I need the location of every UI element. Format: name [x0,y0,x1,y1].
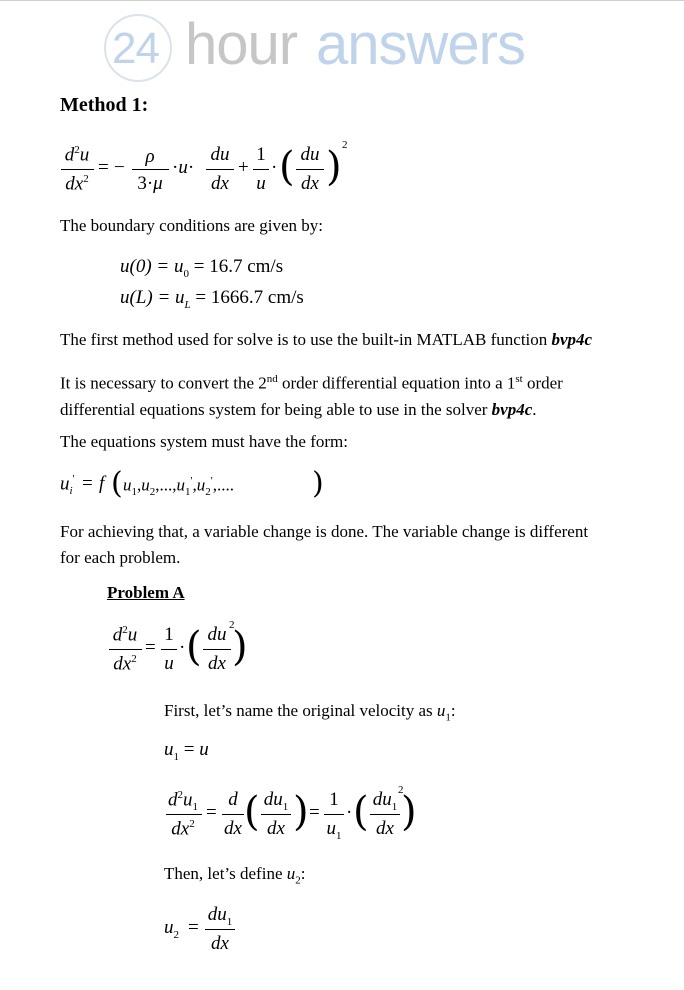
change-paragraph [60,519,660,571]
u2-end: : [300,864,306,883]
u1-sub: 1 [445,711,451,724]
u2-sub: 2 [295,874,301,887]
u1-end: : [450,701,456,720]
u1-definition-equation: $u_1 = u$ [164,739,209,763]
bc1-sub: 0 [183,267,189,280]
bc2-rhs: = 1666.7 cm/s [190,287,304,308]
convert-text-end: . [532,399,537,419]
bc2-lhs: u(L) = u [120,287,185,308]
convert-text-b: order differential equation into a 1 [277,373,516,393]
change-text-1: For achieving that, a variable change is done. The variable change is different [60,522,589,541]
u1-derivative-equation: $d^2u_1$ $dx^2$ = d dx ( $du_1$ dx ) = 1 $u_1$ · ( $du_1$ dx ) 2 [168,784,417,842]
convert-text-c: order [522,373,563,393]
change-text-2: for each problem. [60,548,181,567]
first-method-paragraph [60,327,680,353]
bc2-sub: L [184,298,191,311]
u1-text: First, let’s name the original velocity as [164,701,437,720]
convert-sup-nd: nd [266,373,278,385]
bc1-lhs: u(0) = u [120,256,184,277]
u1-var: u [436,701,446,720]
u2-definition-equation: $u_2$ = $du_1$ dx [164,901,254,961]
first-method-text: The first method used for solve is to use the built-in MATLAB function [60,330,552,349]
convert-text-a: It is necessary to convert the 2 [60,373,267,393]
bc1-rhs: = 16.7 cm/s [188,256,284,277]
logo-word-answers: answers [316,12,525,77]
form-paragraph: The equations system must have the form: [60,432,348,451]
convert-text-d: differential equations system for being able to use in the solver [60,399,492,419]
boundary-condition-1 [120,256,283,280]
logo-word-hour: hour [185,12,298,77]
u2-paragraph [164,861,644,893]
logo-number: 24 [112,24,159,73]
method-heading: Method 1: [60,94,149,116]
bvp4c-function-name: bvp4c [551,330,593,349]
u1-paragraph [164,698,644,730]
boundary-paragraph: The boundary conditions are given by: [60,216,323,235]
convert-paragraph [60,366,660,423]
problem-a-heading: Problem A [107,583,185,602]
bvp4c-function-name-2: bvp4c [491,399,533,419]
convert-sup-st: st [515,373,523,385]
general-form-equation: $u_i'$ = f ( $u_1,u_2,...,u_1',u_2'$,.... ) [60,466,324,501]
main-ode-equation: $d^2u$ $dx^2$ = − ρ 3·μ ·u· du dx + 1 u · ( du dx ) 2 [60,141,360,201]
u2-var: u [286,864,296,883]
boundary-condition-2 [120,287,304,311]
problem-a-equation: $d^2u$ $dx^2$ = 1 u · ( du dx ) 2 [108,621,248,681]
u2-text: Then, let’s define [164,864,287,883]
